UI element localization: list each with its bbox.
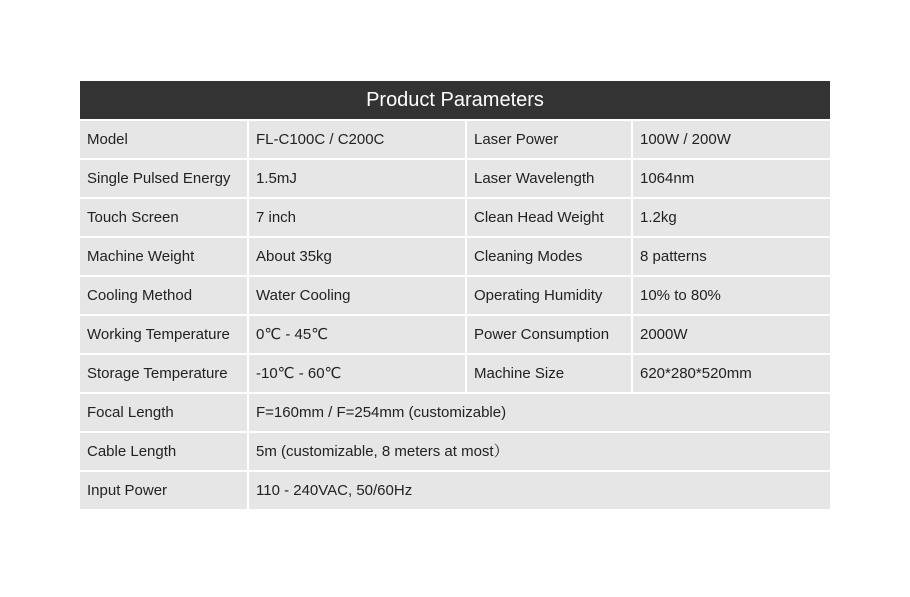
param-value: F=160mm / F=254mm (customizable): [249, 394, 830, 431]
param-label: Operating Humidity: [467, 277, 631, 314]
param-label: Storage Temperature: [80, 355, 247, 392]
param-value: 1064nm: [633, 160, 830, 197]
product-parameters-table: [80, 81, 830, 509]
param-value: 8 patterns: [633, 238, 830, 275]
param-label: Cable Length: [80, 433, 247, 470]
param-label: Cleaning Modes: [467, 238, 631, 275]
param-value: About 35kg: [249, 238, 465, 275]
param-label: Cooling Method: [80, 277, 247, 314]
param-value: 620*280*520mm: [633, 355, 830, 392]
param-label: Machine Size: [467, 355, 631, 392]
param-label: Touch Screen: [80, 199, 247, 236]
param-label: Machine Weight: [80, 238, 247, 275]
param-label: Model: [80, 121, 247, 158]
param-label: Laser Power: [467, 121, 631, 158]
param-label: Single Pulsed Energy: [80, 160, 247, 197]
param-label: Input Power: [80, 472, 247, 509]
param-value: Water Cooling: [249, 277, 465, 314]
param-label: Power Consumption: [467, 316, 631, 353]
param-value: -10℃ - 60℃: [249, 355, 465, 392]
param-value: 7 inch: [249, 199, 465, 236]
parameters-grid: [80, 121, 830, 509]
param-label: Working Temperature: [80, 316, 247, 353]
param-value: 10% to 80%: [633, 277, 830, 314]
param-value: 2000W: [633, 316, 830, 353]
param-label: Laser Wavelength: [467, 160, 631, 197]
table-title: Product Parameters: [80, 81, 830, 119]
param-value: 100W / 200W: [633, 121, 830, 158]
param-label: Focal Length: [80, 394, 247, 431]
param-label: Clean Head Weight: [467, 199, 631, 236]
param-value: 0℃ - 45℃: [249, 316, 465, 353]
param-value: 1.5mJ: [249, 160, 465, 197]
param-value: 5m (customizable, 8 meters at most）: [249, 433, 830, 470]
param-value: FL-C100C / C200C: [249, 121, 465, 158]
param-value: 1.2kg: [633, 199, 830, 236]
param-value: 110 - 240VAC, 50/60Hz: [249, 472, 830, 509]
